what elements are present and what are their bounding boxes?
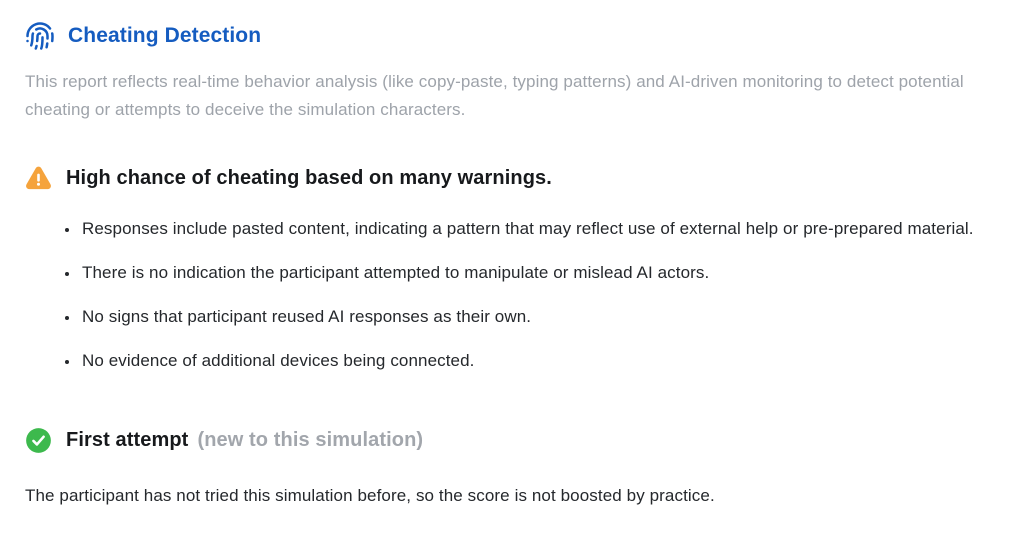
warning-section bbox=[25, 165, 999, 375]
attempt-section bbox=[25, 427, 999, 510]
warning-bullet-item: • No signs that participant reused AI responses as their own. bbox=[80, 302, 985, 331]
warning-bullet-list bbox=[25, 214, 995, 375]
attempt-heading-suffix: (new to this simulation) bbox=[197, 429, 424, 451]
attempt-heading-row bbox=[25, 427, 999, 454]
warning-heading: High chance of cheating based on many warnings. bbox=[66, 167, 552, 189]
attempt-heading: First attempt bbox=[66, 429, 189, 451]
page-title: Cheating Detection bbox=[68, 24, 262, 47]
attempt-body-text: The participant has not tried this simulation before, so the score is not boosted by practice. bbox=[25, 486, 715, 505]
warning-bullet-item: • No evidence of additional devices being connected. bbox=[80, 346, 985, 375]
fingerprint-icon bbox=[25, 21, 55, 51]
check-circle-icon bbox=[25, 427, 52, 454]
warning-bullet-item: • Responses include pasted content, indicating a pattern that may reflect use of external help or pre-prepared material. bbox=[80, 214, 985, 243]
warning-heading-row bbox=[25, 165, 999, 192]
report-header bbox=[25, 21, 999, 51]
warning-triangle-icon bbox=[25, 165, 52, 192]
warning-bullet-item: • There is no indication the participant attempted to manipulate or mislead AI actors. bbox=[80, 258, 985, 287]
report-description: This report reflects real-time behavior analysis (like copy-paste, typing patterns) and AI-driven monitoring to detect potential cheating or attempts to deceive the simulation characters. bbox=[25, 72, 964, 119]
